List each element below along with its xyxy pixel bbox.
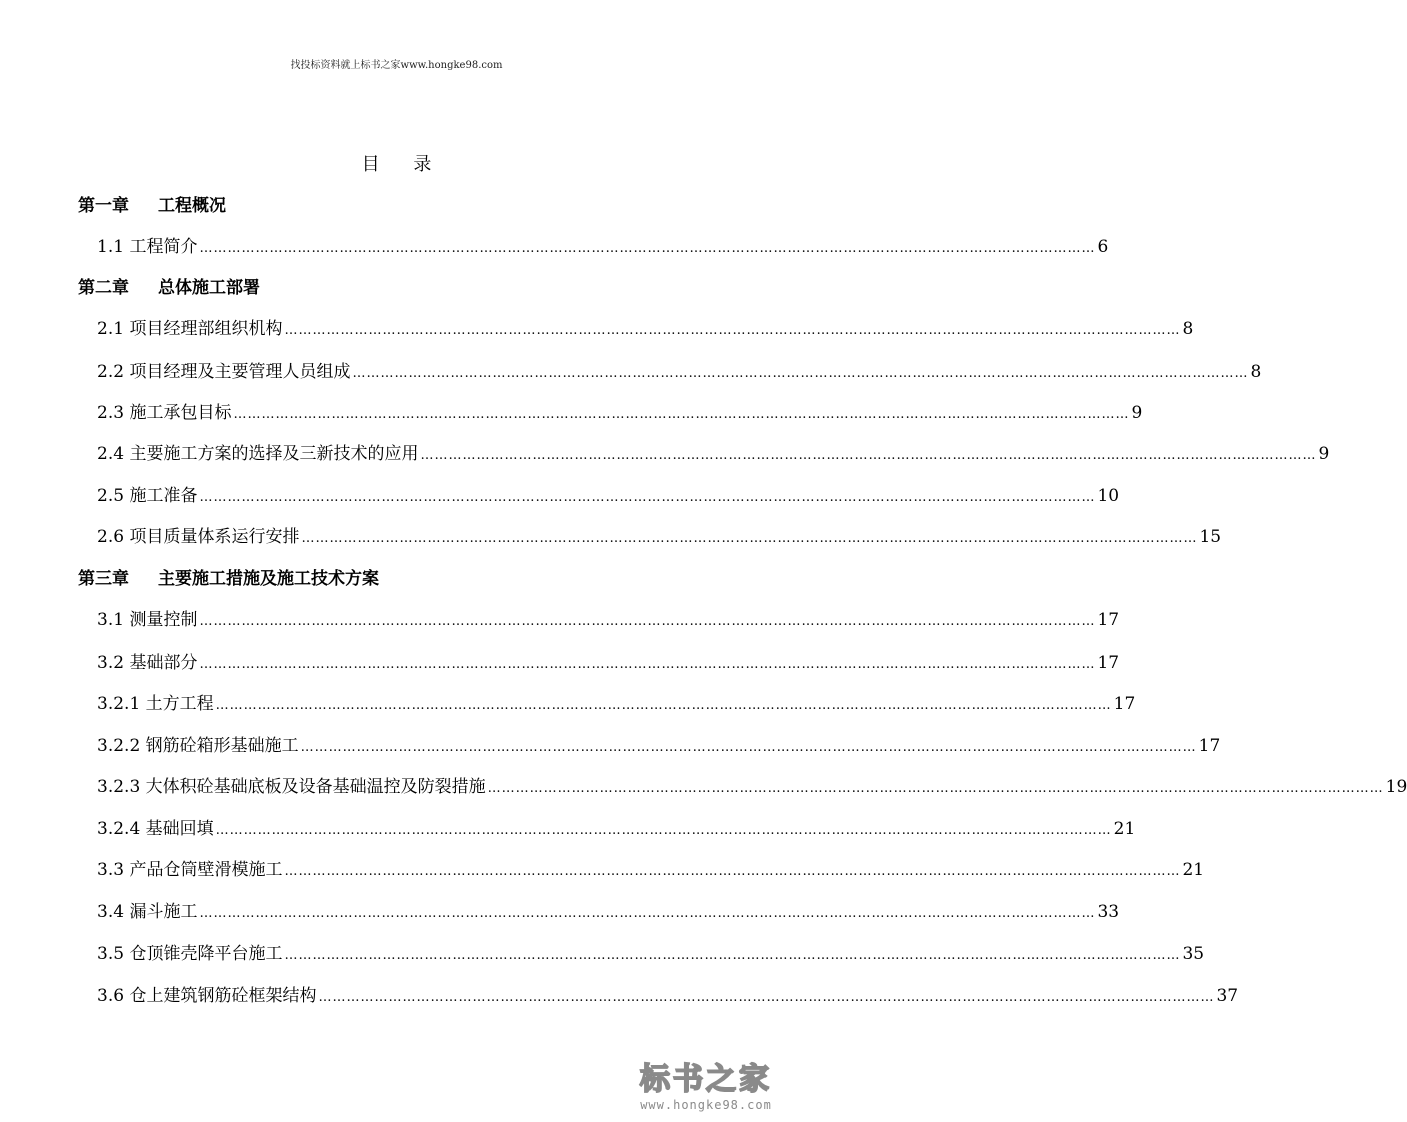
toc-entry-label: 3.2 基础部分 xyxy=(97,653,198,673)
toc-entry-page: 37 xyxy=(1216,986,1239,1006)
toc-entry[interactable] xyxy=(97,439,1330,464)
toc-entry[interactable] xyxy=(97,232,1109,257)
toc-entry-label: 2.1 项目经理部组织机构 xyxy=(97,319,283,339)
brand-url: www.hongke98.com xyxy=(640,1098,772,1112)
dot-leader: ………………………………………………………………………………………………………………………………………………………………………… xyxy=(352,366,1249,381)
toc-entry-label: 2.4 主要施工方案的选择及三新技术的应用 xyxy=(97,444,419,464)
toc-entry-label: 2.2 项目经理及主要管理人员组成 xyxy=(97,362,351,382)
dot-leader: ………………………………………………………………………………………………………………………………………………………………………… xyxy=(284,323,1181,338)
toc-entry[interactable] xyxy=(97,648,1120,673)
toc-entry-page: 33 xyxy=(1097,902,1120,922)
dot-leader: ………………………………………………………………………………………………………………………………………………………………………… xyxy=(199,490,1096,505)
toc-entry-page: 9 xyxy=(1131,403,1143,423)
toc-entry-page: 21 xyxy=(1182,860,1205,880)
chapter-title: 工程概况 xyxy=(158,196,226,216)
dot-leader: ………………………………………………………………………………………………………………………………………………………………………… xyxy=(199,906,1096,921)
toc-entry[interactable] xyxy=(97,357,1262,382)
toc-entry-page: 6 xyxy=(1097,237,1109,257)
toc-entry[interactable] xyxy=(97,772,1407,797)
toc-entry[interactable] xyxy=(97,855,1205,880)
toc-entry[interactable] xyxy=(97,314,1194,339)
toc-entry-page: 19 xyxy=(1385,777,1407,797)
toc-entry-page: 15 xyxy=(1199,527,1222,547)
dot-leader: ………………………………………………………………………………………………………………………………………………………………………… xyxy=(284,948,1181,963)
toc-entry[interactable] xyxy=(97,689,1136,714)
toc-entry-page: 17 xyxy=(1097,653,1120,673)
chapter-heading[interactable] xyxy=(78,191,226,216)
dot-leader: ………………………………………………………………………………………………………………………………………………………………………… xyxy=(487,781,1384,796)
toc-entry-page: 8 xyxy=(1182,319,1194,339)
toc-entry-page: 17 xyxy=(1097,610,1120,630)
chapter-title: 主要施工措施及施工技术方案 xyxy=(158,569,379,589)
toc-entry-page: 17 xyxy=(1113,694,1136,714)
dot-leader: ………………………………………………………………………………………………………………………………………………………………………… xyxy=(300,740,1197,755)
dot-leader: ………………………………………………………………………………………………………………………………………………………………………… xyxy=(318,990,1215,1005)
toc-entry-page: 35 xyxy=(1182,944,1205,964)
toc-entry[interactable] xyxy=(97,897,1120,922)
toc-entry-label: 3.6 仓上建筑钢筋砼框架结构 xyxy=(97,986,317,1006)
page-header: 找投标资料就上标书之家www.hongke98.com xyxy=(290,60,503,71)
dot-leader: ………………………………………………………………………………………………………………………………………………………………………… xyxy=(233,407,1130,422)
chapter-number: 第二章 xyxy=(78,278,129,298)
toc-entry-page: 9 xyxy=(1318,444,1330,464)
toc-entry[interactable] xyxy=(97,731,1221,756)
dot-leader: ………………………………………………………………………………………………………………………………………………………………………… xyxy=(284,864,1181,879)
dot-leader: ………………………………………………………………………………………………………………………………………………………………………… xyxy=(215,698,1112,713)
brand-watermark xyxy=(631,1062,781,1112)
toc-entry-label: 2.6 项目质量体系运行安排 xyxy=(97,527,300,547)
toc-entry-label: 3.2.1 土方工程 xyxy=(97,694,214,714)
toc-entry-label: 3.2.4 基础回填 xyxy=(97,819,214,839)
toc-title: 目 录 xyxy=(361,154,446,175)
toc-entry-label: 3.2.2 钢筋砼箱形基础施工 xyxy=(97,736,299,756)
toc-entry-page: 17 xyxy=(1198,736,1221,756)
toc-entry-label: 2.3 施工承包目标 xyxy=(97,403,232,423)
toc-entry[interactable] xyxy=(97,814,1136,839)
chapter-number: 第一章 xyxy=(78,196,129,216)
toc-entry-page: 21 xyxy=(1113,819,1136,839)
toc-entry-label: 3.3 产品仓筒壁滑模施工 xyxy=(97,860,283,880)
toc-entry-label: 1.1 工程简介 xyxy=(97,237,198,257)
toc-entry[interactable] xyxy=(97,605,1120,630)
toc-entry-page: 10 xyxy=(1097,486,1120,506)
dot-leader: ………………………………………………………………………………………………………………………………………………………………………… xyxy=(199,657,1096,672)
dot-leader: ………………………………………………………………………………………………………………………………………………………………………… xyxy=(215,823,1112,838)
dot-leader: ………………………………………………………………………………………………………………………………………………………………………… xyxy=(301,531,1198,546)
dot-leader: ………………………………………………………………………………………………………………………………………………………………………… xyxy=(199,241,1096,256)
brand-logo-text: 标书之家 xyxy=(640,1062,772,1097)
toc-entry[interactable] xyxy=(97,481,1120,506)
dot-leader: ………………………………………………………………………………………………………………………………………………………………………… xyxy=(420,448,1317,463)
toc-entry[interactable] xyxy=(97,939,1205,964)
toc-entry[interactable] xyxy=(97,522,1222,547)
dot-leader: ………………………………………………………………………………………………………………………………………………………………………… xyxy=(199,614,1096,629)
toc-entry-page: 8 xyxy=(1250,362,1262,382)
chapter-heading[interactable] xyxy=(78,564,379,589)
chapter-title: 总体施工部署 xyxy=(158,278,260,298)
toc-entry[interactable] xyxy=(97,981,1239,1006)
toc-entry-label: 3.2.3 大体积砼基础底板及设备基础温控及防裂措施 xyxy=(97,777,486,797)
toc-entry[interactable] xyxy=(97,398,1143,423)
chapter-number: 第三章 xyxy=(78,569,129,589)
toc-entry-label: 3.1 测量控制 xyxy=(97,610,198,630)
toc-entry-label: 3.5 仓顶锥壳降平台施工 xyxy=(97,944,283,964)
toc-entry-label: 3.4 漏斗施工 xyxy=(97,902,198,922)
chapter-heading[interactable] xyxy=(78,273,260,298)
toc-entry-label: 2.5 施工准备 xyxy=(97,486,198,506)
